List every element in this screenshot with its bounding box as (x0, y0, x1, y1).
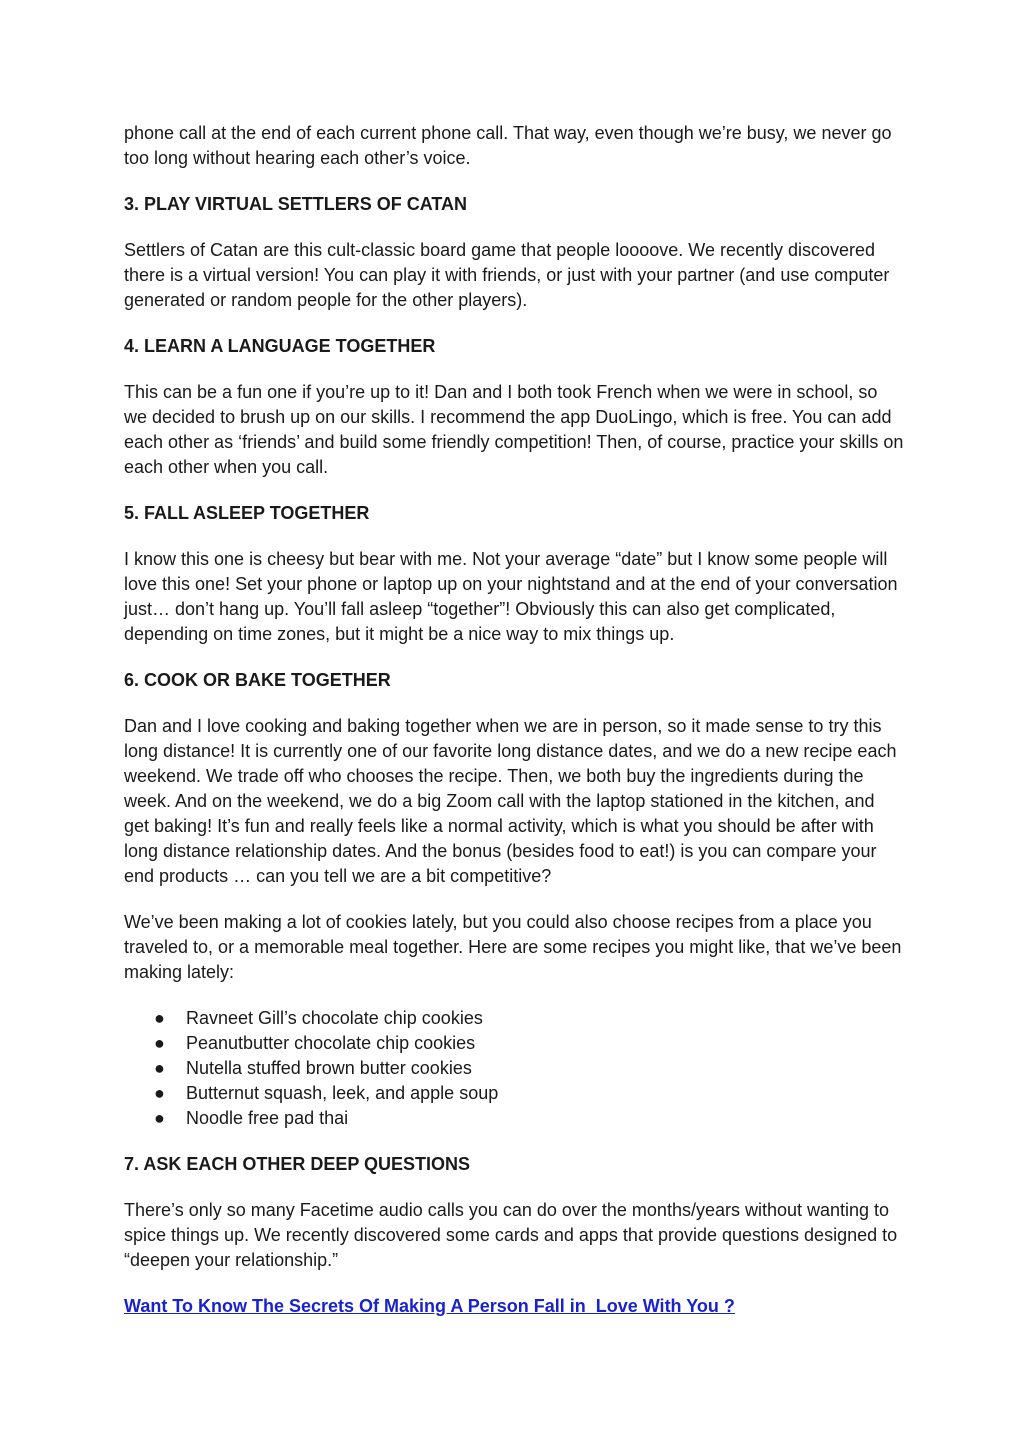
bullet-icon: ● (154, 1083, 165, 1103)
section-5-heading: 5. FALL ASLEEP TOGETHER (124, 503, 370, 523)
section-4-heading: 4. LEARN A LANGUAGE TOGETHER (124, 336, 436, 356)
recipe-list (124, 1006, 904, 1131)
section-4-paragraph: This can be a fun one if you’re up to it! Dan and I both took French when we were in school, so we decided to brush up on our skills. I recommend the app DuoLingo, which is free. You can add each other as ‘friends’ and build some friendly competition! Then, of course, practice your skills on each other when you call. (124, 382, 904, 477)
list-item-text: Noodle free pad thai (186, 1108, 349, 1128)
list-item (124, 1056, 904, 1081)
section-6-heading: 6. COOK OR BAKE TOGETHER (124, 670, 391, 690)
section-6-paragraph-1: Dan and I love cooking and baking together when we are in person, so it made sense to try this long distance! It is currently one of our favorite long distance dates, and we do a new recipe each weekend. We trade off who chooses the recipe. Then, we both buy the ingredients during the week. And on the weekend, we do a big Zoom call with the laptop stationed in the kitchen, and get baking! It’s fun and really feels like a normal activity, which is what you should be after with long distance relationship dates. And the bonus (besides food to eat!) is you can compare your end products … can you tell we are a bit competitive? (124, 716, 897, 886)
section-7-paragraph: There’s only so many Facetime audio calls you can do over the months/years without wanting to spice things up. We recently discovered some cards and apps that provide questions designed to “deepen your relationship.” (124, 1200, 898, 1270)
section-3-paragraph: Settlers of Catan are this cult-classic board game that people loooove. We recently discovered there is a virtual version! You can play it with friends, or just with your partner (and use computer generated or random people for the other players). (124, 240, 890, 310)
section-6-paragraph-2: We’ve been making a lot of cookies lately, but you could also choose recipes from a place you traveled to, or a memorable meal together. Here are some recipes you might like, that we’ve been making lately: (124, 912, 902, 982)
love-secrets-link[interactable]: Want To Know The Secrets Of Making A Person Fall in Love With You ? (124, 1296, 735, 1316)
section-5-paragraph: I know this one is cheesy but bear with me. Not your average “date” but I know some people will love this one! Set your phone or laptop up on your nightstand and at the end of your conversation just… don’t hang up. You’ll fall asleep “together”! Obviously this can also get complicated, depending on time zones, but it might be a nice way to mix things up. (124, 549, 898, 644)
list-item (124, 1081, 904, 1106)
document-page (124, 121, 904, 1319)
intro-paragraph: phone call at the end of each current phone call. That way, even though we’re busy, we never go too long without hearing each other’s voice. (124, 123, 892, 168)
list-item-text: Nutella stuffed brown butter cookies (186, 1058, 472, 1078)
bullet-icon: ● (154, 1008, 165, 1028)
bullet-icon: ● (154, 1108, 165, 1128)
bullet-icon: ● (154, 1058, 165, 1078)
list-item (124, 1006, 904, 1031)
list-item-text: Butternut squash, leek, and apple soup (186, 1083, 499, 1103)
bullet-icon: ● (154, 1033, 165, 1053)
list-item (124, 1031, 904, 1056)
section-3-heading: 3. PLAY VIRTUAL SETTLERS OF CATAN (124, 194, 468, 214)
list-item-text: Peanutbutter chocolate chip cookies (186, 1033, 476, 1053)
list-item (124, 1106, 904, 1131)
list-item-text: Ravneet Gill’s chocolate chip cookies (186, 1008, 483, 1028)
section-7-heading: 7. ASK EACH OTHER DEEP QUESTIONS (124, 1154, 471, 1174)
